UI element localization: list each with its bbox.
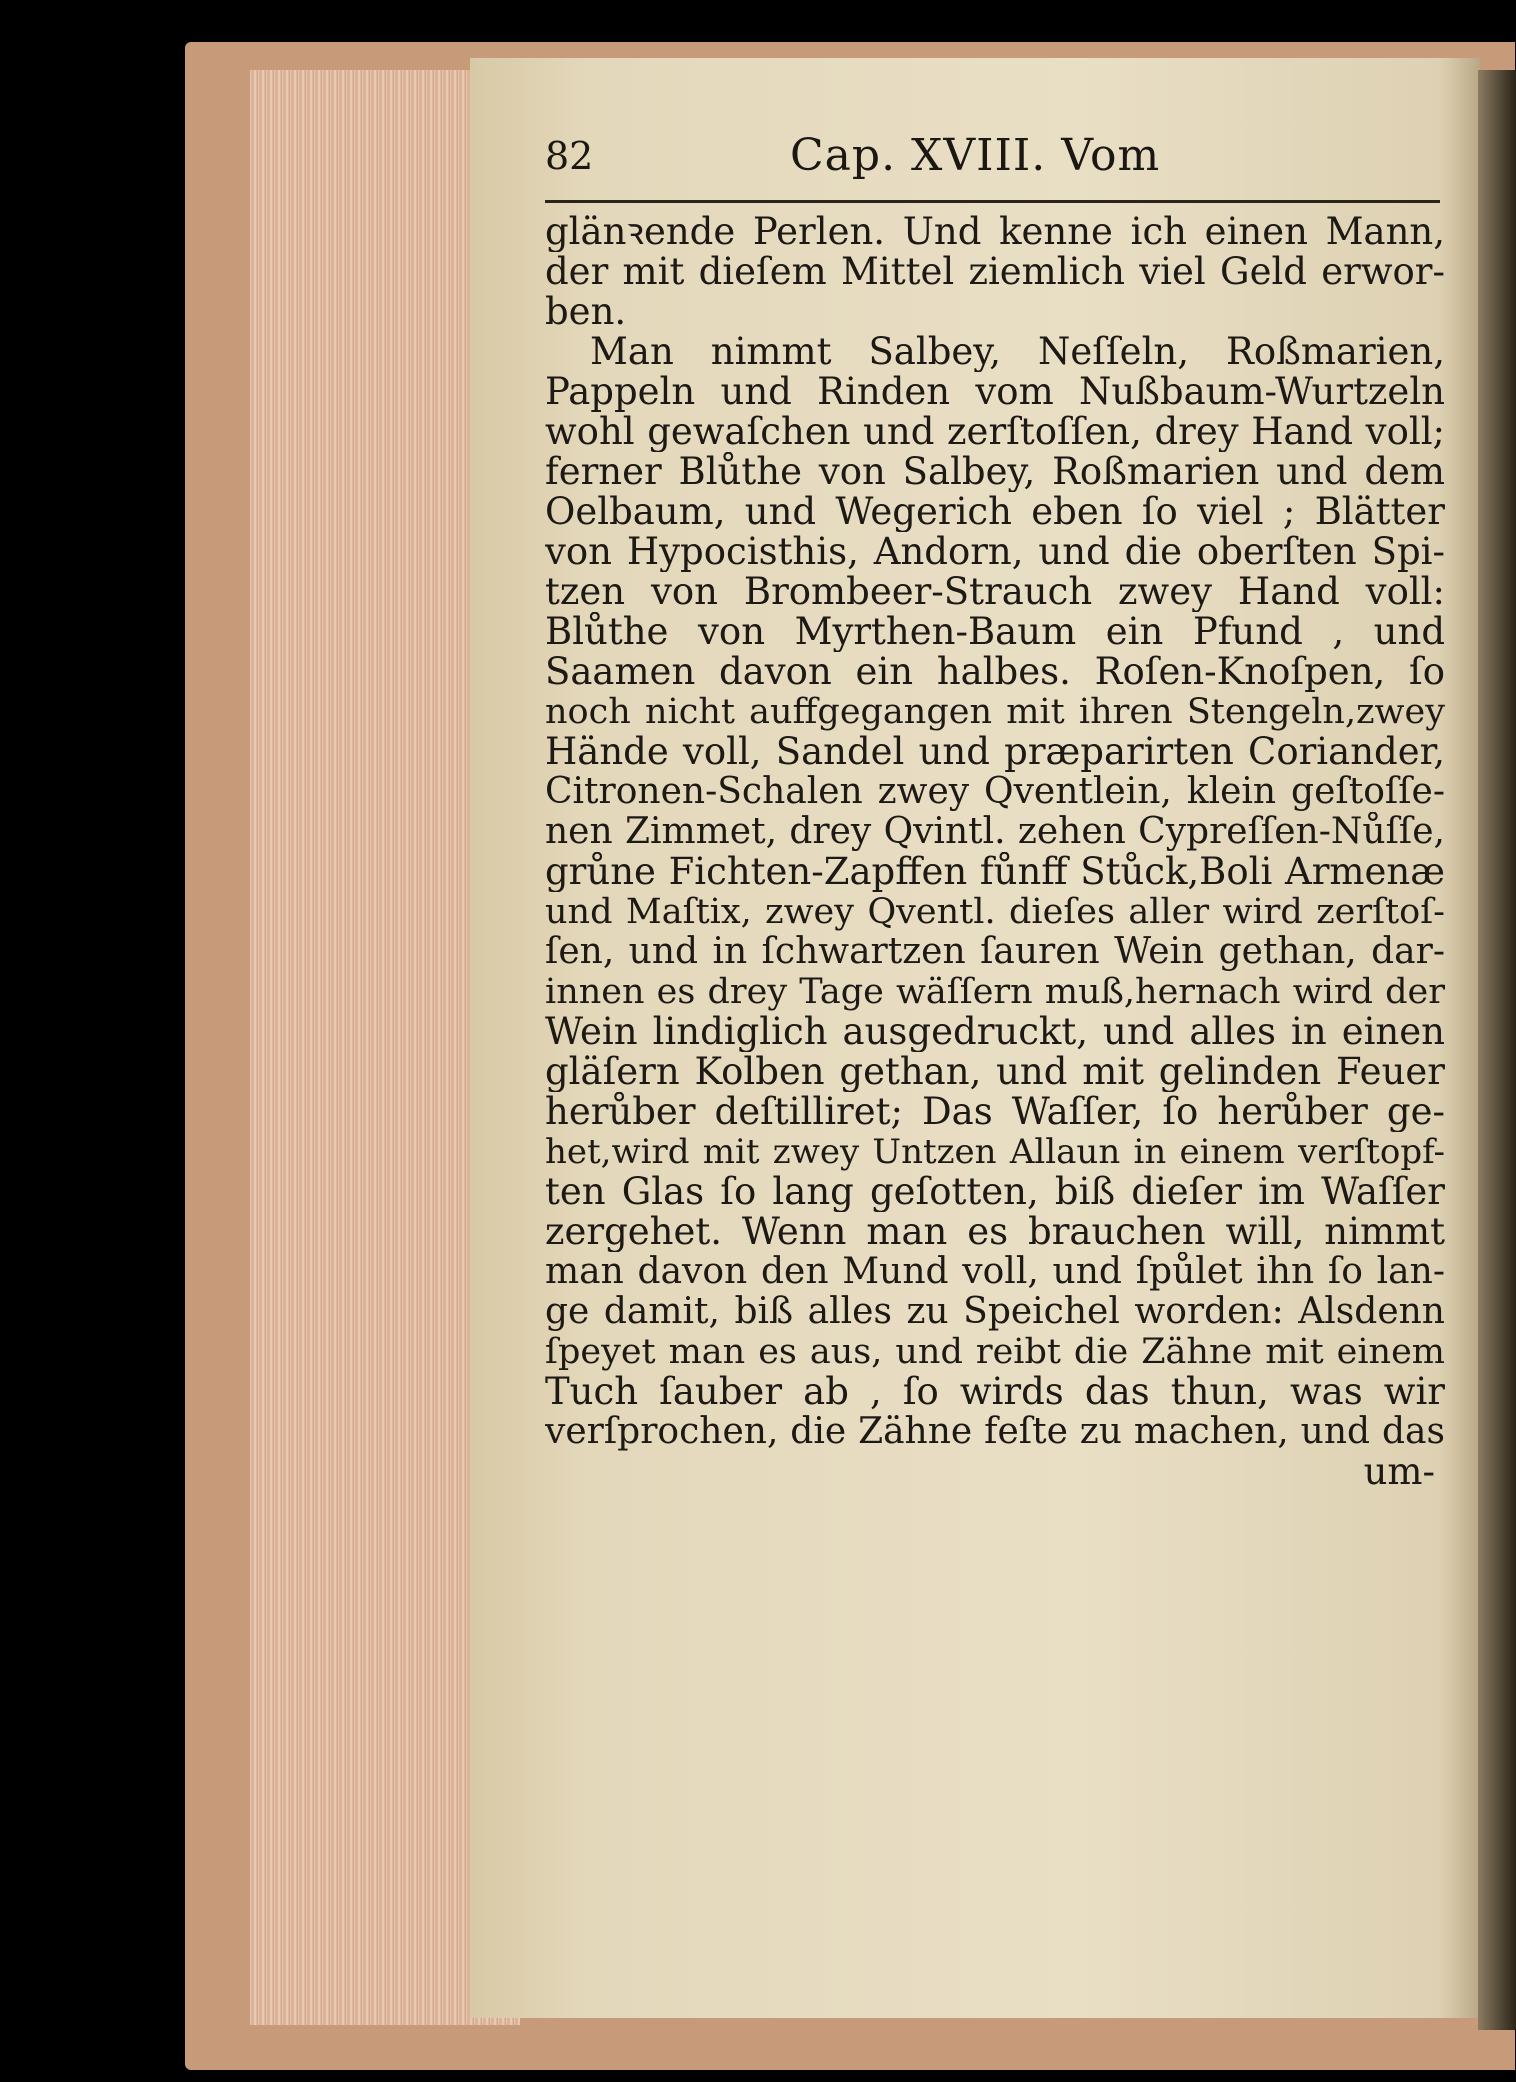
text-line: nen Zimmet, drey Qvintl. zehen Cypreſſen-Nůſſe, [545, 812, 1445, 852]
text-line: tzen von Brombeer-Strauch zwey Hand voll: [545, 572, 1445, 612]
text-line: Pappeln und Rinden vom Nußbaum-Wurtzeln [545, 372, 1445, 412]
text-line: Tuch ſauber ab , ſo wirds das thun, was wir [545, 1372, 1445, 1412]
text-line: innen es drey Tage wäſſern muß,hernach wird der [545, 972, 1445, 1012]
text-line: zergehet. Wenn man es brauchen will, nimmt [545, 1212, 1445, 1252]
header-rule [545, 200, 1440, 203]
body-text [545, 212, 1445, 1492]
text-line: Saamen davon ein halbes. Roſen-Knoſpen, ſo [545, 652, 1445, 692]
text-line: der mit dieſem Mittel ziemlich viel Geld erwor- [545, 252, 1445, 292]
text-line: Wein lindiglich ausgedruckt, und alles in einen [545, 1012, 1445, 1052]
catchword: um- [1363, 1452, 1435, 1492]
text-line: Oelbaum, und Wegerich eben ſo viel ; Blätter [545, 492, 1445, 532]
text-line: herůber deſtilliret; Das Waſſer, ſo herůber ge- [545, 1092, 1445, 1132]
page-number: 82 [545, 134, 594, 178]
text-line: ge damit, biß alles zu Speichel worden: Alsdenn [545, 1292, 1445, 1332]
text-line: Blůthe von Myrthen-Baum ein Pfund , und [545, 612, 1445, 652]
text-line: ben. [545, 292, 627, 332]
text-line: noch nicht auffgegangen mit ihren Stengeln,zwey [545, 692, 1445, 732]
text-line: Citronen-Schalen zwey Qventlein, klein geſtoſſe- [545, 772, 1445, 812]
text-line: glänꝛende Perlen. Und kenne ich einen Mann, [545, 212, 1445, 252]
text-line: het,wird mit zwey Untzen Allaun in einem verſtopf- [545, 1132, 1445, 1172]
page-header [545, 130, 1440, 190]
text-line: wohl gewaſchen und zerſtoſſen, drey Hand voll; [545, 412, 1445, 452]
page-gutter [1478, 70, 1516, 2030]
text-line: und Maſtix, zwey Qventl. dieſes aller wird zerſtoſ- [545, 892, 1445, 932]
text-line: ferner Blůthe von Salbey, Roßmarien und dem [545, 452, 1445, 492]
text-line: Man nimmt Salbey, Neſſeln, Roßmarien, [590, 332, 1445, 372]
text-line: man davon den Mund voll, und ſpůlet ihn ſo lan- [545, 1252, 1445, 1292]
text-line: ten Glas ſo lang geſotten, biß dieſer im Waſſer [545, 1172, 1445, 1212]
running-head: Cap. XVIII. Vom [790, 130, 1161, 181]
text-line: grůne Fichten-Zapffen fůnff Stůck,Boli Armenæ [545, 852, 1445, 892]
text-line: verſprochen, die Zähne feſte zu machen, und das [545, 1412, 1445, 1452]
text-line: ſpeyet man es aus, und reibt die Zähne mit einem [545, 1332, 1445, 1372]
text-line: von Hypocisthis, Andorn, und die oberſten Spi- [545, 532, 1445, 572]
text-line: Hände voll, Sandel und præparirten Coriander, [545, 732, 1445, 772]
text-line: gläſern Kolben gethan, und mit gelinden Feuer [545, 1052, 1445, 1092]
text-line: ſen, und in ſchwartzen ſauren Wein gethan, dar- [545, 932, 1445, 972]
